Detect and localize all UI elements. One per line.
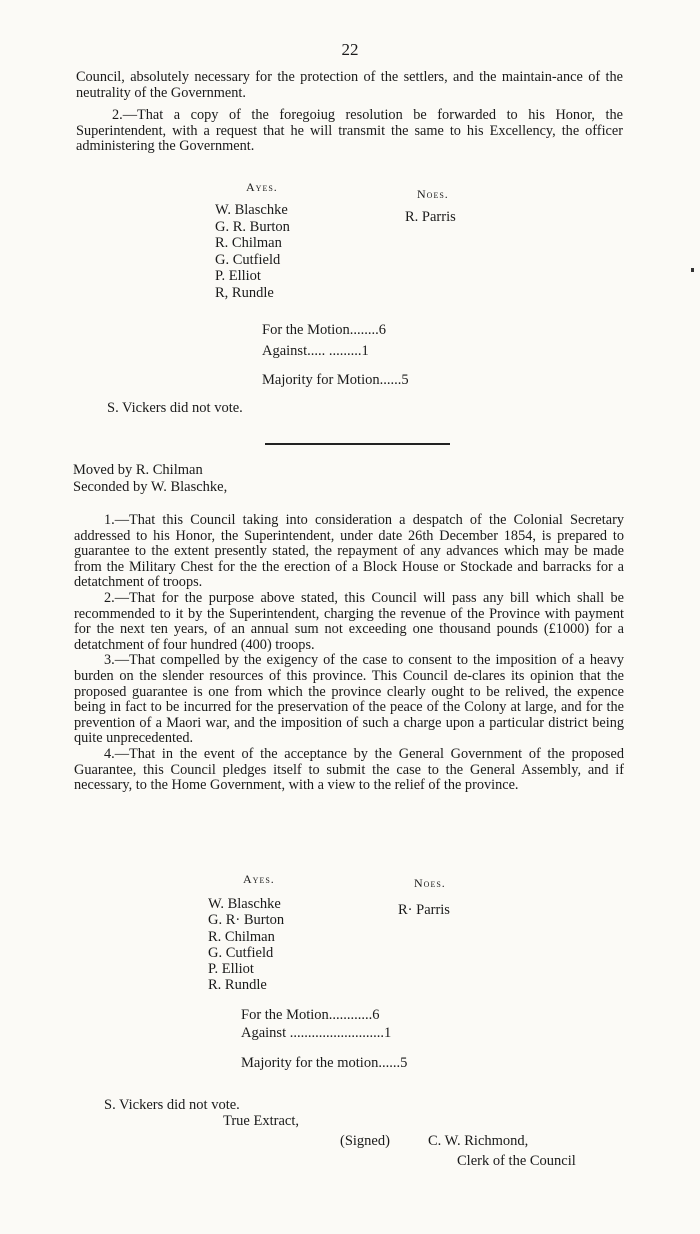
intro-paragraph-1	[76, 70, 623, 101]
vote1-aye: G. R. Burton	[215, 218, 290, 235]
vote2-aye: W. Blaschke	[208, 896, 281, 912]
true-extract: True Extract,	[223, 1113, 299, 1129]
page-number: 22	[341, 40, 359, 59]
vote2-aye: P. Elliot	[208, 961, 254, 978]
vote1-aye: P. Elliot	[215, 268, 261, 285]
vote1-ayes-heading: Ayes.	[246, 180, 278, 194]
margin-mark	[691, 268, 694, 272]
vote1-against: Against..... .........1	[262, 343, 369, 359]
vote2-ayes-list	[208, 896, 284, 994]
resolution-2: 2.—That for the purpose above stated, this Council will pass any bill which shall be recommended to it by the Superintendent, charging the revenue of the Province with payment for the next ten years, of an annual sum not exceeding one thousand pounds (£1000) for a detatchment of four hundred (400) troops.	[74, 589, 624, 653]
vote2-for-motion: For the Motion............6	[241, 1007, 380, 1023]
vote1-aye: W. Blaschke	[215, 202, 288, 218]
vote1-majority: Majority for Motion......5	[262, 372, 409, 388]
seconded-by: Seconded by W. Blaschke,	[73, 479, 228, 495]
resolution-1: 1.—That this Council taking into consideration a despatch of the Colonial Secretary addressed to his Honor, the Superintendent, under date 26th December 1854, is prepared to guarantee to the extent presently stated, the repayment of any advances which may be made from the Military Chest for the the erection of a Block House or Stockade and barracks for a detatchment of troops.	[74, 512, 624, 591]
vote2-aye: R. Rundle	[208, 977, 267, 994]
intro-paragraph-2-text: 2.—That a copy of the foregoiug resolution be forwarded to his Honor, the Superintendent, with a request that he will transmit the same to his Excellency, the officer administering the Government.	[76, 107, 623, 155]
vote2-no: R· Parris	[398, 902, 450, 918]
vote2-against: Against ..........................1	[241, 1025, 392, 1041]
vote1-aye: R. Chilman	[215, 235, 282, 252]
vote2-majority: Majority for the motion......5	[241, 1055, 408, 1071]
resolution-3: 3.—That compelled by the exigency of the case to consent to the imposition of a heavy burden on the slender resources of this province. This Council de-clares its opinion that the proposed guarantee is one from which the province clearly ought to be relived, the expence being in fact to be incurred for the preservation of the peace of the Colony at large, and for the prevention of a Maori war, and the imposition of such a charge upon a particular district being quite unprecedented.	[74, 652, 624, 747]
vote1-abstain: S. Vickers did not vote.	[107, 400, 243, 416]
vote1-no: R. Parris	[405, 209, 456, 225]
vote1-noes-list	[405, 209, 456, 226]
section-divider	[265, 443, 450, 445]
vote2-noes-heading: Noes.	[414, 876, 446, 890]
vote2-tally	[241, 1006, 407, 1072]
vote1-ayes-list	[215, 202, 290, 302]
intro-paragraph-2	[76, 108, 623, 155]
vote2-aye: G. Cutfield	[208, 944, 274, 961]
signatory-name: C. W. Richmond,	[428, 1133, 529, 1149]
vote2-aye: R. Chilman	[208, 928, 275, 945]
signed-label: (Signed)	[340, 1133, 390, 1149]
resolutions-block	[74, 513, 624, 794]
resolution-4: 4.—That in the event of the acceptance by the General Government of the proposed Guarantee, this Council pledges itself to submit the case to the General Assembly, and if necessary, to the Home Government, with a view to the relief of the province.	[74, 745, 624, 794]
vote2-aye: G. R· Burton	[208, 912, 285, 929]
intro-paragraph-1-text: Council, absolutely necessary for the protection of the settlers, and the maintain-ance of the neutrality of the Government.	[76, 69, 623, 101]
vote2-noes-list	[398, 902, 450, 919]
vote1-for-motion: For the Motion........6	[262, 322, 387, 338]
vote1-aye: R, Rundle	[215, 284, 274, 301]
vote1-noes-heading: Noes.	[417, 187, 449, 201]
vote2-abstain: S. Vickers did not vote.	[104, 1097, 240, 1113]
vote1-aye: G. Cutfield	[215, 251, 281, 268]
moved-by: Moved by R. Chilman	[73, 462, 203, 478]
vote2-ayes-heading: Ayes.	[243, 872, 275, 886]
vote1-tally	[262, 320, 409, 391]
signatory-title: Clerk of the Council	[457, 1153, 576, 1169]
